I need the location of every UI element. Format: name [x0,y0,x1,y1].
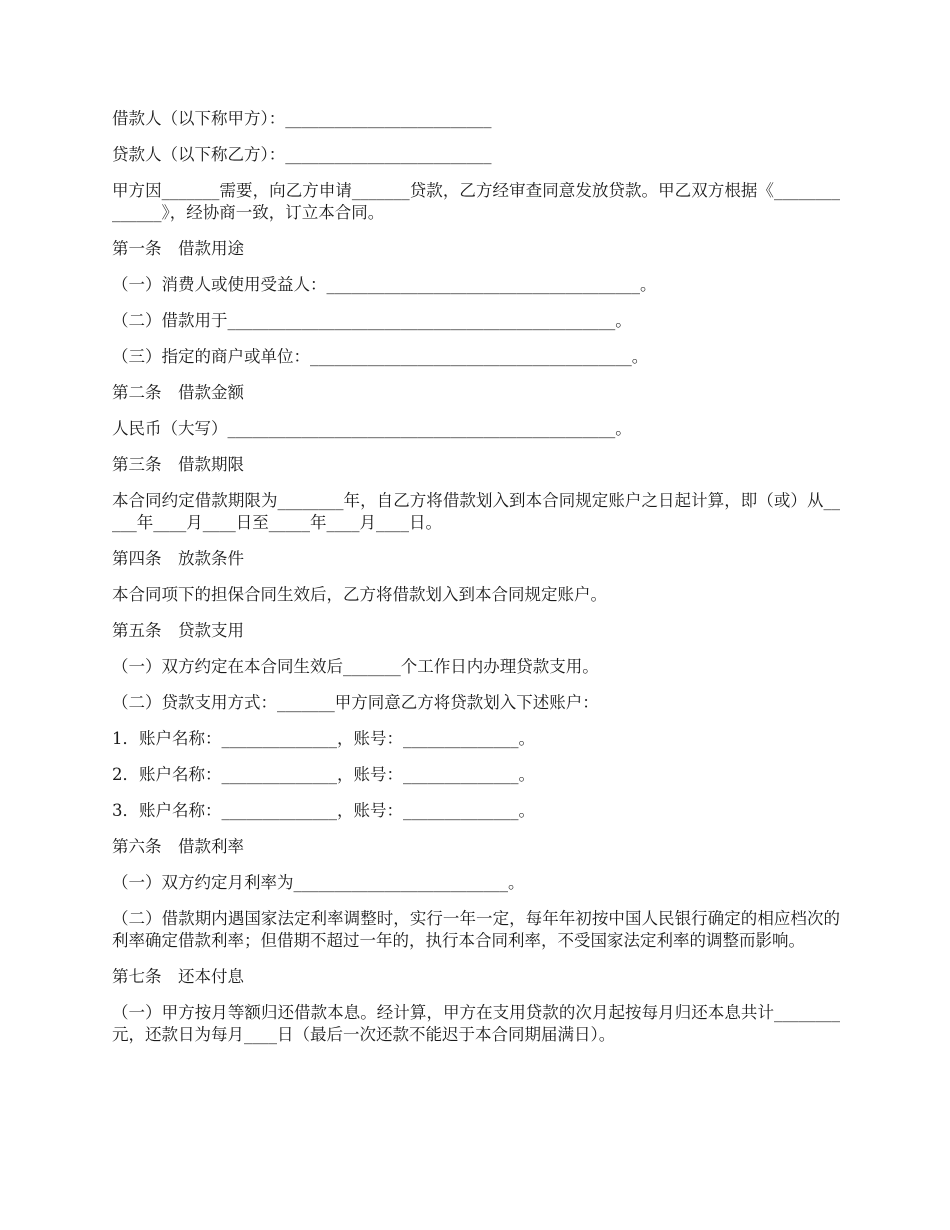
article-7-item-1: （一）甲方按月等额归还借款本息。经计算，甲方在支用贷款的次月起按每月归还本息共计________元，还款日为每月____日（最后一次还款不能迟于本合同期届满日）。 [112,1003,840,1044]
article-5-item-2: （二）贷款支用方式：_______甲方同意乙方将贷款划入下述账户： [112,693,599,712]
article-1-heading: 第一条 借款用途 [112,239,244,258]
preamble-paragraph: 甲方因_______需要，向乙方申请_______贷款，乙方经审查同意发放贷款。甲乙双方根据《______________》，经协商一致，订立本合同。 [112,181,840,222]
article-6-heading: 第六条 借款利率 [112,837,244,856]
lender-line: 贷款人（以下称乙方）：_________________________ [112,145,492,164]
article-4-heading: 第四条 放款条件 [112,549,244,568]
article-6-item-1: （一）双方约定月利率为__________________________。 [112,873,525,892]
account-line-3: 3．账户名称：______________，账号：______________。 [112,801,535,820]
article-3-heading: 第三条 借款期限 [112,455,244,474]
article-5-item-1: （一）双方约定在本合同生效后_______个工作日内办理贷款支用。 [112,657,599,676]
article-5-heading: 第五条 贷款支用 [112,621,244,640]
article-2-amount: 人民币（大写）_______________________________________________。 [112,419,632,438]
account-line-1: 1．账户名称：______________，账号：______________。 [112,729,535,748]
borrower-line: 借款人（以下称甲方）：_________________________ [112,109,492,128]
article-2-heading: 第二条 借款金额 [112,383,244,402]
account-line-2: 2．账户名称：______________，账号：______________。 [112,765,535,784]
article-4-condition: 本合同项下的担保合同生效后，乙方将借款划入到本合同规定账户。 [112,585,607,604]
article-7-heading: 第七条 还本付息 [112,967,244,986]
article-1-item-3: （三）指定的商户或单位：_______________________________________。 [112,347,649,366]
article-1-item-2: （二）借款用于_______________________________________________。 [112,311,632,330]
article-6-item-2: （二）借款期内遇国家法定利率调整时，实行一年一定，每年年初按中国人民银行确定的相应档次的利率确定借款利率；但借期不超过一年的，执行本合同利率，不受国家法定利率的调整而影响。 [112,909,840,950]
article-3-term: 本合同约定借款期限为________年，自乙方将借款划入到本合同规定账户之日起计算，即（或）从_____年____月____日至_____年____月____日。 [112,491,840,532]
document-page [112,108,840,1060]
article-1-item-1: （一）消费人或使用受益人：______________________________________。 [112,275,657,294]
